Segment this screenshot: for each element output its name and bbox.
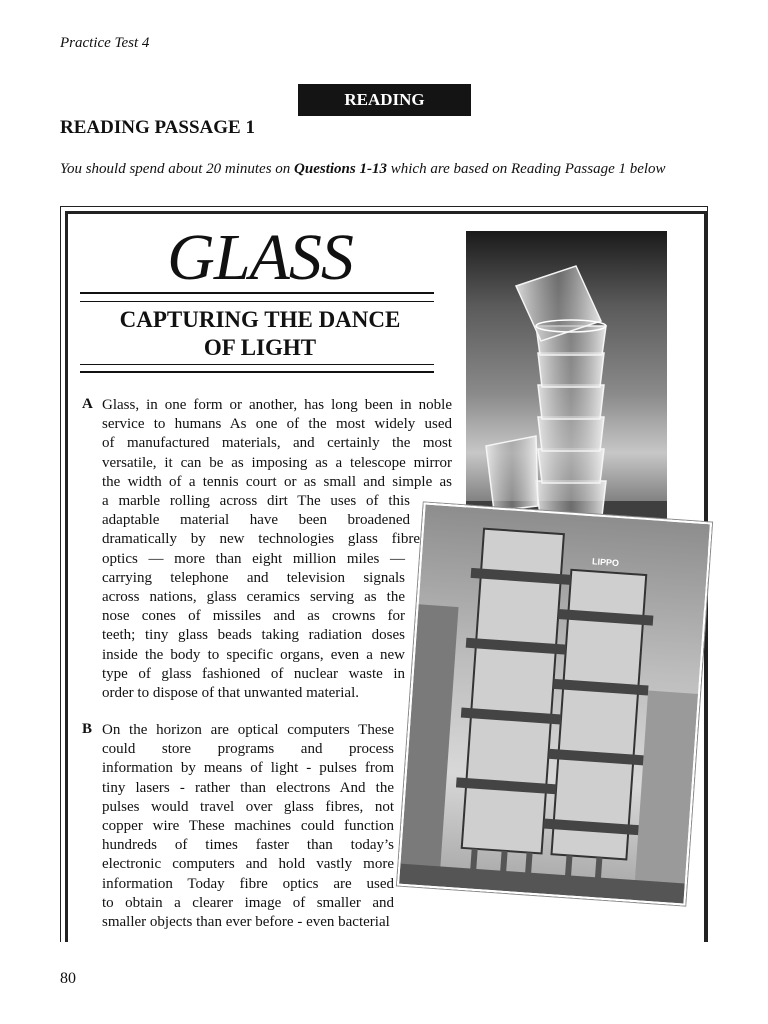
stacked-glasses-photo [466, 231, 667, 527]
paragraph-line: across nations, glass ceramics serving as the [102, 589, 405, 606]
paragraph-line: smaller objects than ever before - even bacterial [102, 914, 390, 931]
instructions-questions: Questions 1-13 [294, 161, 387, 177]
title-rule-top [80, 292, 434, 302]
building-sign: LIPPO [591, 556, 620, 569]
paragraph-line: tiny lasers - rather than electrons And the [102, 779, 394, 796]
paragraph-line: dramatically by new technologies glass fibre [102, 531, 420, 548]
paragraph-line: information Today fibre optics are used [102, 875, 394, 892]
instructions-pre: You should spend about 20 minutes on [60, 161, 295, 177]
paragraph-line: adaptable material have been broadened [102, 512, 410, 529]
article-title: GLASS [167, 221, 353, 294]
paragraph-a [102, 396, 452, 703]
paragraph-line: electronic computers and hold vastly more [102, 856, 394, 873]
paragraph-line: could store programs and process [102, 741, 394, 758]
passage-heading: READING PASSAGE 1 [60, 117, 255, 138]
paragraph-line: to obtain a clearer image of smaller and [102, 894, 394, 911]
paragraph-line: copper wire These machines could function [102, 818, 394, 835]
subtitle-line: OF LIGHT [203, 335, 317, 360]
practice-test-label: Practice Test 4 [60, 35, 150, 51]
paragraph-line: optics — more than eight million miles — [102, 550, 405, 567]
paragraph-b [102, 721, 394, 932]
paragraph-line: teeth; tiny glass beads taking radiation doses [102, 627, 405, 644]
paragraph-line: pulses would travel over glass fibres, not [102, 798, 394, 815]
stacked-glasses-illustration [466, 231, 667, 527]
paragraph-line: service to humans As one of the most widely used [102, 416, 452, 433]
instructions-post: which are based on Reading Passage 1 below [386, 161, 666, 177]
paragraph-line: type of glass fashioned of nuclear waste in [102, 665, 405, 682]
para-b-letter: B [82, 721, 93, 737]
paragraph-line: carrying telephone and television signals [102, 569, 405, 586]
instructions [60, 160, 720, 179]
title-rule-bottom [80, 364, 434, 373]
paragraph-line: versatile, it can be as imposing as a telescope mirror [102, 454, 452, 471]
article-subtitle [80, 306, 440, 362]
para-a-letter: A [82, 396, 93, 412]
paragraph-line: a marble rolling across dirt The uses of this [102, 493, 410, 510]
paragraph-line: information by means of light - pulses from [102, 760, 394, 777]
paragraph-line: hundreds of times faster than today’s [102, 837, 394, 854]
paragraph-line: of manufactured materials, and certainly the most [102, 435, 452, 452]
paragraph-line: nose cones of missiles and as crowns for [102, 608, 405, 625]
page-bottom-area [0, 942, 768, 982]
page-number: 80 [60, 970, 76, 987]
paragraph-line: inside the body to specific organs, even a new [102, 646, 405, 663]
paragraph-line: Glass, in one form or another, has long been in noble [102, 397, 452, 413]
section-tag-reading: READING [298, 84, 471, 116]
paragraph-line: order to dispose of that unwanted material. [102, 685, 360, 702]
subtitle-line: CAPTURING THE DANCE [119, 307, 401, 332]
paragraph-line: the width of a tennis court or as small and simple as [102, 473, 452, 490]
paragraph-line: On the horizon are optical computers These [102, 722, 394, 738]
